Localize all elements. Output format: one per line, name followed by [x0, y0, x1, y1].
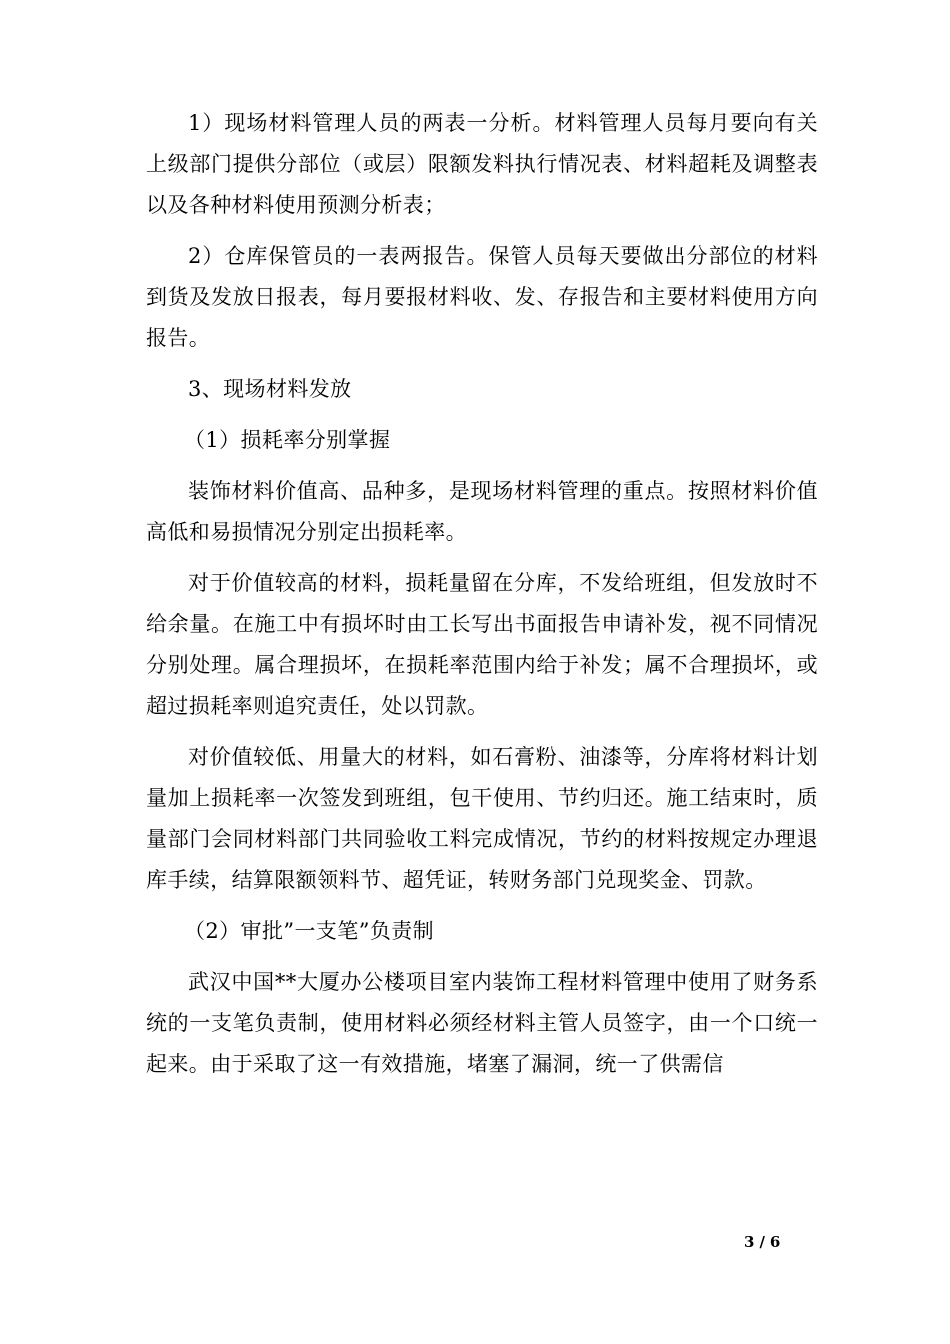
- subheading-approval-responsibility: （2）审批”一支笔”负责制: [184, 919, 435, 943]
- page-number-current: 3: [744, 1233, 755, 1251]
- paragraph-material-staff-report: 1）现场材料管理人员的两表一分析。材料管理人员每月要向有关上级部门提供分部位（或层）限额发料执行情况表、材料超耗及调整表以及各种材料使用预测分析表；: [146, 111, 818, 217]
- paragraph-decoration-materials: 装饰材料价值高、品种多，是现场材料管理的重点。按照材料价值高低和易损情况分别定出损耗率。: [146, 479, 818, 544]
- paragraph-low-value-materials: 对价值较低、用量大的材料，如石膏粉、油漆等，分库将材料计划量加上损耗率一次签发到班组，包干使用、节约归还。施工结束时，质量部门会同材料部门共同验收工料完成情况，节约的材料按规定办理退库手续，结算限额领料节、超凭证，转财务部门兑现奖金、罚款。: [146, 745, 818, 892]
- page-number-total: 6: [769, 1233, 781, 1251]
- page-number: [744, 1232, 780, 1252]
- document-body: [146, 103, 818, 1095]
- page-number-separator: /: [759, 1233, 765, 1251]
- section-heading-material-issuing: 3、现场材料发放: [188, 377, 352, 401]
- paragraph-high-value-materials: 对于价值较高的材料，损耗量留在分库，不发给班组，但发放时不给余量。在施工中有损坏时由工长写出书面报告申请补发，视不同情况分别处理。属合理损坏，在损耗率范围内给于补发；属不合理损坏，或超过损耗率则追究责任，处以罚款。: [146, 571, 818, 718]
- subheading-loss-rate: （1）损耗率分别掌握: [184, 428, 391, 452]
- paragraph-warehouse-keeper-report: 2）仓库保管员的一表两报告。保管人员每天要做出分部位的材料到货及发放日报表，每月要报材料收、发、存报告和主要材料使用方向报告。: [146, 244, 818, 350]
- paragraph-wuhan-project: 武汉中国**大厦办公楼项目室内装饰工程材料管理中使用了财务系统的一支笔负责制，使用材料必须经材料主管人员签字，由一个口统一起来。由于采取了这一有效措施，堵塞了漏洞，统一了供需信: [146, 970, 818, 1076]
